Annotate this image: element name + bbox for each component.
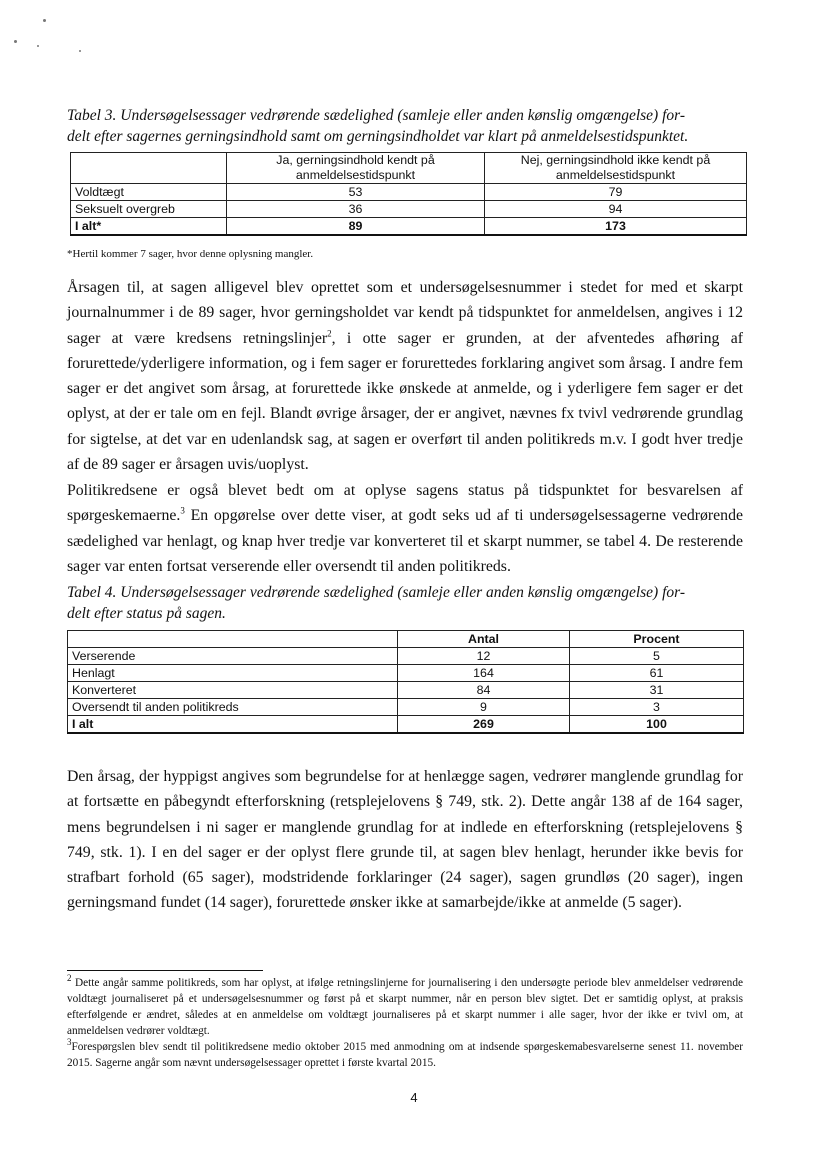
table-row bbox=[68, 631, 744, 648]
table3-footnote: *Hertil kommer 7 sager, hvor denne oplysning mangler. bbox=[67, 248, 314, 260]
table-header-cell bbox=[485, 153, 747, 184]
table-cell: 94 bbox=[485, 201, 747, 218]
table-cell: 9 bbox=[398, 699, 570, 716]
row-label: Voldtægt bbox=[71, 184, 227, 201]
paragraph-text: Den årsag, der hyppigst angives som begrundelse for at henlægge sagen, vedrører manglende grundlag for at fortsætte en påbegyndt efterforskning (retsplejelovens § 749, stk. 2). Dette angår 138 af de 164 sager, mens begrundelsen i ni sager er manglende grundlag for at indlede en efterforskning (retsplejelovens § 749, stk. 1). I en del sager er der oplyst flere grunde til, at sagen blev henlagt, herunder ikke bevis for strafbart forhold (65 sager), modstridende forklaringer (24 sager), sagen grundløs (20 sager), ingen gerningsmand fundet (14 sager), forurettede ønsker ikke at samarbejde/ikke at anmelde (5 sager). bbox=[67, 768, 743, 912]
table-row bbox=[68, 699, 744, 716]
paragraph-3 bbox=[67, 764, 743, 916]
table-cell: 173 bbox=[485, 218, 747, 236]
row-label: Henlagt bbox=[68, 665, 398, 682]
table4-caption bbox=[67, 582, 747, 624]
table-header-cell: Procent bbox=[570, 631, 744, 648]
footnote-ref: 2 bbox=[327, 328, 332, 339]
paragraph-2 bbox=[67, 478, 743, 579]
page-number: 4 bbox=[410, 1090, 418, 1105]
table-header-cell: Antal bbox=[398, 631, 570, 648]
table-cell: 79 bbox=[485, 184, 747, 201]
table-cell: 53 bbox=[227, 184, 485, 201]
footnote-text: Forespørgslen blev sendt til politikredsene medio oktober 2015 med anmodning om at indsende spørgeskemabesvarelserne senest 11. november 2015. Sagerne angår som nævnt undersøgelsessager oprettet i første kvartal 2015. bbox=[67, 1041, 743, 1070]
table-cell: 12 bbox=[398, 648, 570, 665]
table4-caption-line2: delt efter status på sagen. bbox=[67, 605, 226, 622]
header-text: anmeldelsestidspunkt bbox=[295, 168, 416, 182]
table-cell: 100 bbox=[570, 716, 744, 734]
footnote-3 bbox=[67, 1039, 743, 1071]
table3-caption bbox=[67, 105, 747, 147]
table-header-cell bbox=[227, 153, 485, 184]
table-header-cell bbox=[68, 631, 398, 648]
table3-caption-line2: delt efter sagernes gerningsindhold samt om gerningsindholdet var klart på anmeldelsestidspunktet. bbox=[67, 128, 689, 145]
table-row bbox=[68, 648, 744, 665]
table3-caption-line1: Tabel 3. Undersøgelsessager vedrørende sædelighed (samleje eller anden kønslig omgængelse) for- bbox=[67, 107, 686, 124]
footnotes bbox=[67, 975, 743, 1072]
table-cell: 269 bbox=[398, 716, 570, 734]
table-row bbox=[68, 682, 744, 699]
row-label: Konverteret bbox=[68, 682, 398, 699]
table-cell: 3 bbox=[570, 699, 744, 716]
paragraph-text-part: Politikredsene er også blevet bedt om at oplyse sagens status på tidspunktet for besvarelsen af spørgeskemaerne. bbox=[67, 482, 743, 525]
paragraph-text bbox=[67, 275, 743, 477]
footnote-text: Dette angår samme politikreds, som har oplyst, at ifølge retningslinjerne for journalisering i den undersøgte periode blev anmeldelser vedrørende voldtægt journaliseret på et undersøgelsesnummer og først på et skarpt nummer, når en person blev sigtet. Det er samtidig oplyst, at praksis efterfølgende er ændret, således at en anmeldelse om voldtægt journaliseres på et skarpt nummer i alle sager, hvor der ikke er tvivl om, at anmeldelsen vedrører voldtægt. bbox=[67, 977, 743, 1038]
footnote-number: 2 bbox=[67, 973, 72, 984]
table-cell: 89 bbox=[227, 218, 485, 236]
footnote-number: 3 bbox=[67, 1037, 72, 1048]
table-cell: 5 bbox=[570, 648, 744, 665]
paragraph-1 bbox=[67, 275, 743, 477]
table-cell: 164 bbox=[398, 665, 570, 682]
paragraph-text-part: En opgørelse over dette viser, at godt seks ud af ti undersøgelsessagerne vedrørende sædelighed var henlagt, og knap hver tredje var konverteret til et skarpt nummer, se tabel 4. De resterende sager var enten fortsat verserende eller oversendt til anden politikreds. bbox=[67, 507, 743, 575]
table4 bbox=[67, 630, 744, 734]
paragraph-text bbox=[67, 478, 743, 579]
table-row bbox=[71, 184, 747, 201]
paragraph-text-part: , i otte sager er grunden, at der afventedes afhøring af forurettede/yderligere information, og i fem sager er forurettedes forklaring angivet som årsag. I andre fem sager er det angivet som årsag, at forurettede ikke ønskede at anmelde, og i yderligere fem sager er det oplyst, at der er tale om en fejl. Blandt øvrige årsager, der er angivet, nævnes fx tvivl vedrørende grundlag for sigtelse, at det var en udenlandsk sag, at sagen er overført til anden politikreds m.v. I godt hver tredje af de 89 sager er årsagen uvis/uoplyst. bbox=[67, 329, 743, 474]
table-row-total bbox=[68, 716, 744, 734]
row-label: Verserende bbox=[68, 648, 398, 665]
paragraph-text-part: Årsagen til, at sagen alligevel blev oprettet som et undersøgelsesnummer i stedet for med et skarpt journalnummer i de 89 sager, hvor gerningsholdet var kendt på tidspunktet for anmeldelsen, angives i 12 sager at være kredsens retningslinjer bbox=[67, 279, 743, 347]
footnote-2 bbox=[67, 975, 743, 1039]
table-cell: 31 bbox=[570, 682, 744, 699]
header-text: Ja, gerningsindhold kendt på bbox=[276, 153, 435, 167]
table-cell: 36 bbox=[227, 201, 485, 218]
row-label: I alt* bbox=[71, 218, 227, 236]
footnote-ref: 3 bbox=[180, 506, 185, 517]
table-row-total bbox=[71, 218, 747, 236]
table-row bbox=[71, 201, 747, 218]
row-label: I alt bbox=[68, 716, 398, 734]
table-cell: 84 bbox=[398, 682, 570, 699]
row-label: Seksuelt overgreb bbox=[71, 201, 227, 218]
table-row bbox=[68, 665, 744, 682]
table-cell: 61 bbox=[570, 665, 744, 682]
header-text: Nej, gerningsindhold ikke kendt på bbox=[520, 153, 711, 167]
table-row bbox=[71, 153, 747, 184]
table4-caption-line1: Tabel 4. Undersøgelsessager vedrørende sædelighed (samleje eller anden kønslig omgængelse) for- bbox=[67, 584, 686, 601]
header-text: anmeldelsestidspunkt bbox=[555, 168, 676, 182]
table3 bbox=[70, 152, 747, 236]
table-header-cell bbox=[71, 153, 227, 184]
footnote-divider bbox=[67, 970, 263, 971]
row-label: Oversendt til anden politikreds bbox=[68, 699, 398, 716]
